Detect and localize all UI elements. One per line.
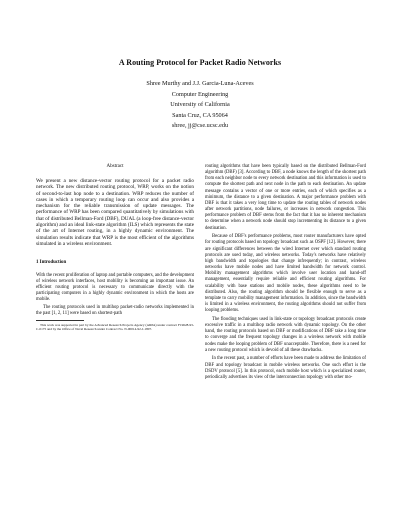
abstract-text: We present a new distance-vector routing protocol for a packet radio network. The new distributed routing protocol, WRP, works on the notion of second-to-last hop node to a destination. WRP reduces the number of cases in which a temporary routing loop can occur and also provides a mechanism for the reliable transmission of update messages. The performance of WRP has been compared quantitatively by simulations with that of distributed Bellman-Ford (DBF), DUAL (a loop-free distance-vector algorithm) and an ideal link-state algorithm (ILS) which represents the state of the art of Internet routing, in a highly dynamic environment. The simulation results indicate that WRP is the most efficient of the algorithms simulated in a wireless environment. xyxy=(36,177,194,247)
section-heading-introduction: 1 Introduction xyxy=(36,260,67,266)
body-paragraph-1: routing algorithms that have been typically based on the distributed Bellman-Ford algorithm (DBF) [3]. According to DBF, a node knows the length of the shortest path from each neighbor node to every network destination and this information is used to compute the shortest path and next node in the path to each destination. An update message contains a vector of one or more entries, each of which specifies as a minimum, the distance to a given destination. A major performance problem with DBF is that it takes a very long time to update the routing tables of network nodes after network partitions, node failures, or increases in network congestion. This performance problem of DBF stems from the fact that it has no inherent mechanism to determine when a network node should stop incrementing its distance to a given destination. xyxy=(205,164,366,231)
footnote: This work was supported in part by the Advanced Research Projects Agency (ARPA) under contract F19628-93-C-0175 and by the Office of Naval Research under Contract No. N-00014-92-J-1807. xyxy=(36,322,194,332)
paper-title: A Routing Protocol for Packet Radio Networks xyxy=(118,58,282,67)
intro-paragraph-2: The routing protocols used in multihop packet-radio networks implemented in the past [1, 2, 11] were based on shortest-path xyxy=(36,305,194,317)
author-block xyxy=(0,79,400,132)
body-paragraph-4: In the recent past, a number of efforts have been made to address the limitation of DBF and topology broadcast in mobile wireless networks. One such effort is the DSDV protocol [5]. In this protocol, each mobile host which is a specialized router, periodically advertises its view of the interconnection topology with other mo- xyxy=(205,356,366,380)
author-address: Santa Cruz, CA 95064 xyxy=(172,111,228,119)
abstract-heading: Abstract xyxy=(106,164,124,169)
body-paragraph-2: Because of DBF's performance problems, most router manufacturers have opted for routing protocols based on topology broadcast such as OSPF [12]. However, there are significant differences between the wired Internet over which standard routing protocols are used today, and wireless networks. Today's networks have relatively high bandwidth and topologies that change infrequently; in contrast, wireless networks have mobile nodes and have limited bandwidth for network control. Mobility management algorithms which involve user location and hand-off management, essentially require reliable and efficient routing algorithms. For scalability with base stations and mobile nodes, these algorithms need to be distributed. Also, the routing algorithm should be flexible enough to serve as a template to carry mobility management information. In addition, since the bandwidth is limited in a wireless environment, the routing algorithms should not suffer from looping problems. xyxy=(205,234,366,314)
left-column xyxy=(36,164,194,331)
body-paragraph-3: The flooding techniques used in link-state or topology broadcast protocols create excessive traffic in a multihop radio network with dynamic topology. On the other hand, the routing protocols based on DBF or modifications of DBF take a long time to converge and the frequent topology changes in a wireless network with mobile nodes make the looping problem of DBF unacceptable. Therefore, there is a need for a new routing protocol which is devoid of all these drawbacks. xyxy=(205,316,366,353)
right-column xyxy=(205,164,366,384)
footnote-rule xyxy=(36,320,84,321)
author-university: University of California xyxy=(170,101,230,109)
author-names: Shree Murthy and J.J. Garcia-Luna-Aceves xyxy=(146,80,254,87)
intro-paragraph-1: With the recent proliferation of laptop and portable computers, and the development of wireless network interfaces, host mobility is becoming an important issue. An efficient routing protocol is necessary to communicate directly with the participating computers in a highly dynamic environment in which the hosts are mobile. xyxy=(36,273,194,302)
author-email: shree, jj@cse.ucsc.edu xyxy=(171,122,229,130)
author-department: Computer Engineering xyxy=(171,90,229,98)
